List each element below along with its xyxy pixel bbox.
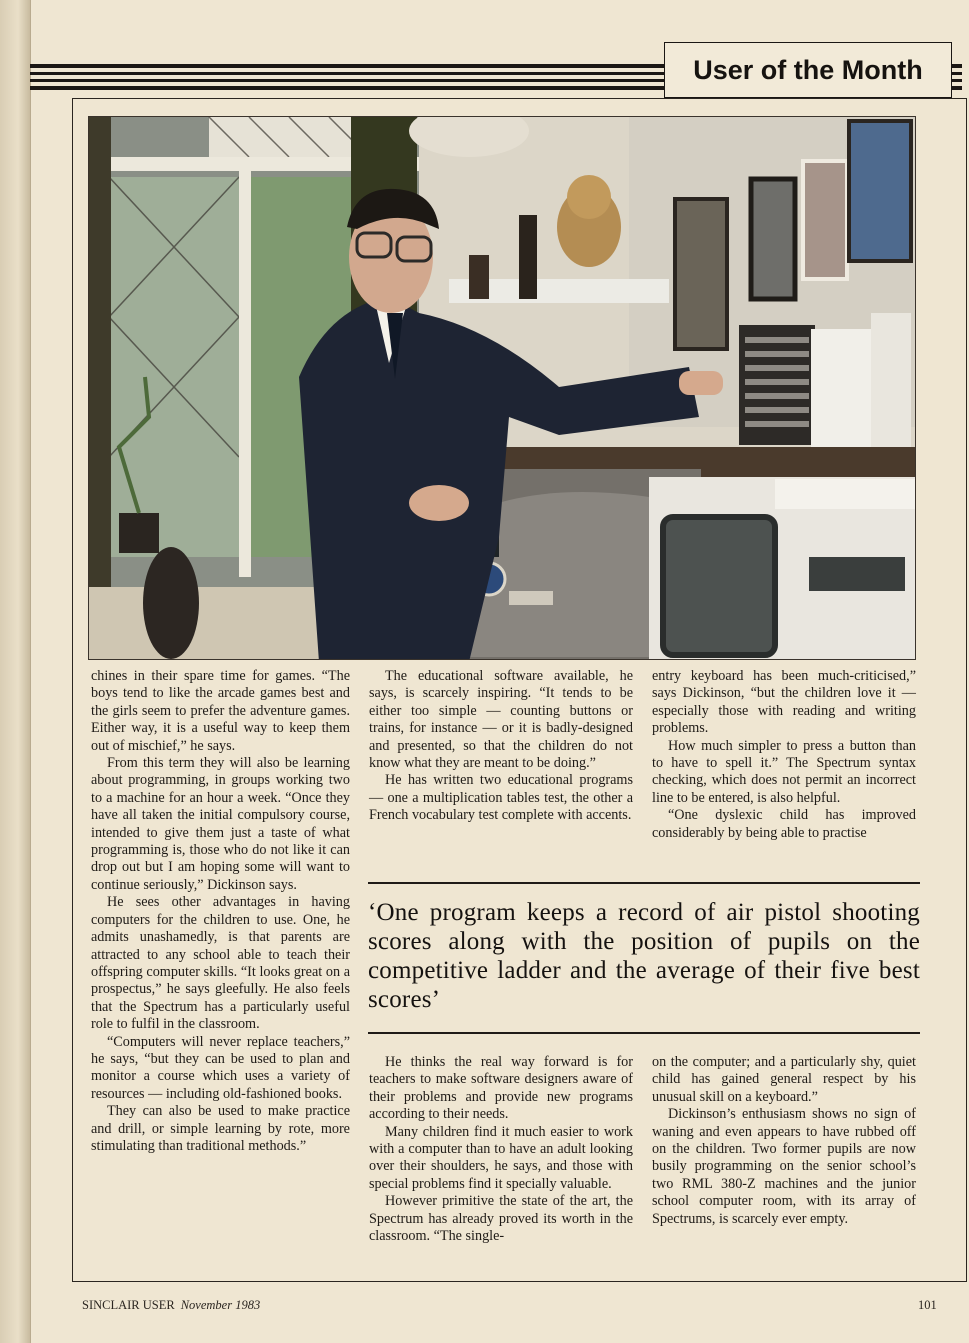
- section-title: User of the Month: [693, 54, 923, 85]
- paragraph: From this term they will also be learning about programming, in groups working two to a machine for an hour a week. “Once they have all taken the initial compulsory course, intended to give them just a taste of what programming is, those who do not like it can drop out but I am hoping some will want to continue seriously,” Dickinson says.: [91, 755, 350, 893]
- paragraph: Dickinson’s enthusiasm shows no sign of waning and even appears to have rubbed off on the children. Two former pupils are now busily programming on the senior school’s two RML 380-Z machines and the junior school computer room, with its array of Spectrums, is scarcely ever empty.: [652, 1106, 916, 1227]
- magazine-spine: [0, 0, 31, 1343]
- article-column-2-bottom: [369, 1054, 633, 1245]
- article-photo: [88, 116, 916, 660]
- section-header-box: [664, 42, 952, 98]
- paragraph: The educational software available, he says, is scarcely inspiring. “It tends to be either too simple — counting buttons or trains, for instance — or it is badly-designed and presented, so that the children do not know what they are meant to be doing.”: [369, 668, 633, 772]
- article-column-3-bottom: [652, 1054, 916, 1228]
- paragraph: He has written two educational programs — one a multiplication tables test, the other a French vocabulary test complete with accents.: [369, 772, 633, 824]
- magazine-page: [30, 0, 969, 1343]
- pull-quote: ‘One program keeps a record of air pistol shooting scores along with the position of pupils on the competitive ladder and the average of their five best scores’: [368, 899, 920, 1013]
- paragraph: He thinks the real way forward is for teachers to make software designers aware of their problems and provide new programs according to their needs.: [369, 1054, 633, 1123]
- paragraph: They can also be used to make practice and drill, or simple learning by rote, more stimulating than traditional methods.”: [91, 1103, 350, 1154]
- article-column-1: [91, 668, 350, 1155]
- paragraph: entry keyboard has been much-criticised,” says Dickinson, “but the children love it — especially those with reading and writing problems.: [652, 668, 916, 737]
- issue-date: November 1983: [180, 1298, 261, 1312]
- publication-name: SINCLAIR USER: [82, 1298, 175, 1312]
- paragraph: “One dyslexic child has improved considerably by being able to practise: [652, 807, 916, 841]
- paragraph: “Computers will never replace teachers,” he says, “but they can be used to plan and monitor a course which uses a variety of resources — including old-fashioned books.: [91, 1033, 350, 1102]
- article-column-3-top: [652, 668, 916, 842]
- paragraph: Many children find it much easier to work with a computer than to have an adult looking over their shoulders, he says, and those with special problems find it specially valuable.: [369, 1123, 633, 1192]
- pull-quote-rule-top: [368, 882, 920, 884]
- photo-teacher-at-computer-icon: [89, 117, 915, 659]
- paragraph: chines in their spare time for games. “The boys tend to like the arcade games best and the girls seem to prefer the adventure games. Either way, it is a useful way to keep them out of mischief,” he says.: [91, 668, 350, 754]
- paragraph: on the computer; and a particularly shy, quiet child has gained general respect by his unusual skill on a keyboard.”: [652, 1054, 916, 1105]
- footer-publication: [82, 1298, 260, 1313]
- article-column-2-top: [369, 668, 633, 825]
- pull-quote-rule-bottom: [368, 1032, 920, 1034]
- paragraph: However primitive the state of the art, the Spectrum has already proved its worth in the classroom. “The single-: [369, 1193, 633, 1245]
- page-number: 101: [918, 1298, 937, 1312]
- paragraph: How much simpler to press a button than to have to spell it.” The Spectrum syntax checking, which does not permit an incorrect line to be entered, is also helpful.: [652, 737, 916, 806]
- paragraph: He sees other advantages in having computers for the children to use. One, he admits unashamedly, is that parents are attracted to any school able to teach their offspring computer skills. “It looks great on a prospectus,” he says gleefully. He also feels that the Spectrum has a particularly useful role to fulfil in the classroom.: [91, 894, 350, 1033]
- header-rules: [30, 60, 664, 96]
- header-rules-right: [952, 60, 962, 96]
